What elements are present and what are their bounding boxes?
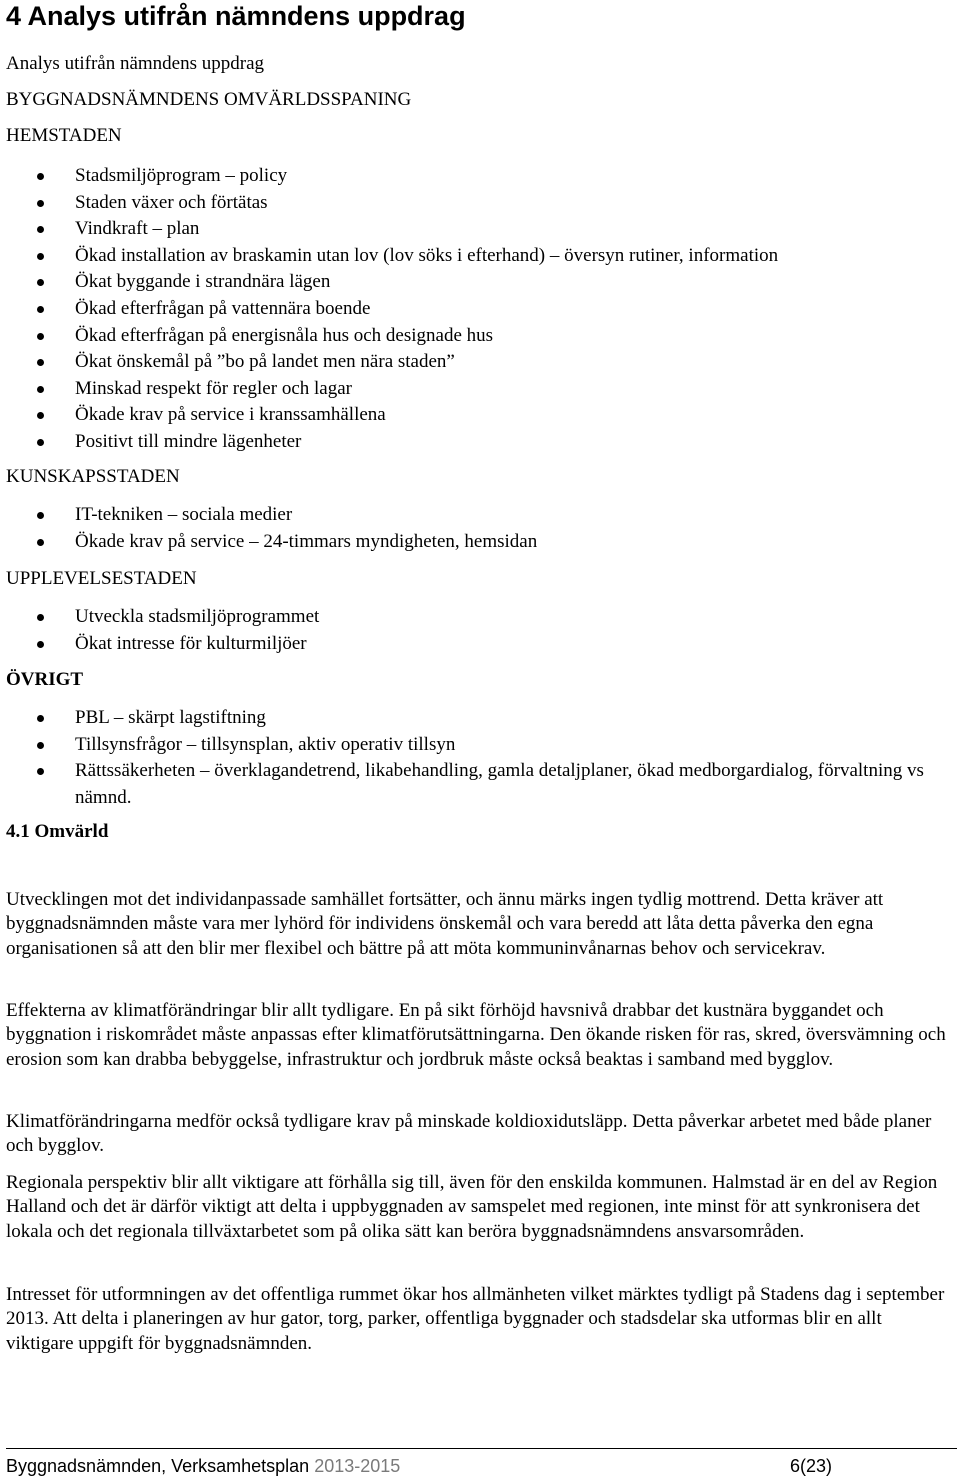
bullet-icon <box>37 412 44 419</box>
upplevelsestaden-list <box>0 604 950 657</box>
bullet-icon <box>37 200 44 207</box>
list-item: Ökad efterfrågan på energisnåla hus och designade hus <box>0 323 950 350</box>
hemstaden-title: HEMSTADEN <box>6 125 122 146</box>
bullet-icon <box>37 359 44 366</box>
list-item: Ökat byggande i strandnära lägen <box>0 269 950 296</box>
kunskapsstaden-title: KUNSKAPSSTADEN <box>6 466 180 487</box>
page-heading: 4 Analys utifrån nämndens uppdrag <box>6 1 466 31</box>
list-item: Staden växer och förtätas <box>0 190 950 217</box>
bullet-icon <box>37 253 44 260</box>
list-item: Positivt till mindre lägenheter <box>0 429 950 456</box>
hemstaden-list <box>0 163 950 456</box>
bullet-icon <box>37 512 44 519</box>
bullet-icon <box>37 306 44 313</box>
page-number: 6(23) <box>789 1456 832 1476</box>
upplevelsestaden-title: UPPLEVELSESTADEN <box>6 568 197 589</box>
list-item: Ökade krav på service – 24-timmars myndigheten, hemsidan <box>0 529 950 556</box>
list-item: Utveckla stadsmiljöprogrammet <box>0 604 950 631</box>
footer-years: 2013-2015 <box>314 1456 401 1476</box>
kunskapsstaden-list <box>0 502 950 555</box>
bullet-icon <box>37 439 44 446</box>
bullet-icon <box>37 173 44 180</box>
subtitle: Analys utifrån nämndens uppdrag <box>6 53 265 74</box>
bullet-icon <box>37 742 44 749</box>
footer-document-title: Byggnadsnämnden, Verksamhetsplan 2013-2015 <box>6 1456 401 1476</box>
list-item: Minskad respekt för regler och lagar <box>0 376 950 403</box>
bullet-icon <box>37 539 44 546</box>
bullet-icon <box>37 641 44 648</box>
list-item: Tillsynsfrågor – tillsynsplan, aktiv operativ tillsyn <box>0 732 950 759</box>
list-item: Ökad installation av braskamin utan lov (lov söks i efterhand) – översyn rutiner, information <box>0 243 950 270</box>
bullet-icon <box>37 279 44 286</box>
bullet-icon <box>37 614 44 621</box>
paragraph: Effekterna av klimatförändringar blir allt tydligare. En på sikt förhöjd havsnivå drabbar det kustnära byggandet och byggnation i riskområdet måste anpassas efter klimatförutsättningarna. Den ökande risken för ras, skred, översvämning och erosion som kan drabba bebyggelse, infrastruktur och jordbruk måste också beaktas i samband med bygglov. <box>6 1000 946 1070</box>
bullet-icon <box>37 226 44 233</box>
list-item: IT-tekniken – sociala medier <box>0 502 950 529</box>
list-item: Ökad efterfrågan på vattennära boende <box>0 296 950 323</box>
paragraph: Utvecklingen mot det individanpassade samhället fortsätter, och ännu märks ingen tydlig mottrend. Detta kräver att byggnadsnämnden måste vara mer lyhörd för individens önskemål och vara beredd att låta detta påverka den egna organisationen så att den blir mer flexibel och bättre på att möta kommuninvånarnas behov och servicekrav. <box>6 889 884 959</box>
paragraph: Intresset för utformningen av det offentliga rummet ökar hos allmänheten vilket märktes tydligt på Stadens dag i september 2013. Att delta i planeringen av hur gator, torg, parker, offentliga byggnader och stadsdelar ska utformas blir en allt viktigare uppgift för byggnadsnämnden. <box>6 1284 945 1354</box>
paragraph: Klimatförändringarna medför också tydligare krav på minskade koldioxidutsläpp. Detta påverkar arbetet med både planer och bygglov. <box>6 1111 932 1157</box>
bullet-icon <box>37 386 44 393</box>
section-heading-4-1: 4.1 Omvärld <box>6 821 109 842</box>
list-item: Rättssäkerheten – överklagandetrend, likabehandling, gamla detaljplaner, ökad medborgardialog, förvaltning vs nämnd. <box>0 758 950 811</box>
ovrigt-list <box>0 705 950 811</box>
footer-divider <box>6 1448 957 1449</box>
list-item: Ökat intresse för kulturmiljöer <box>0 631 950 658</box>
section-title: BYGGNADSNÄMNDENS OMVÄRLDSSPANING <box>6 89 412 110</box>
list-item: PBL – skärpt lagstiftning <box>0 705 950 732</box>
list-item: Ökade krav på service i kranssamhällena <box>0 402 950 429</box>
bullet-icon <box>37 768 44 775</box>
list-item: Ökat önskemål på ”bo på landet men nära staden” <box>0 349 950 376</box>
bullet-icon <box>37 715 44 722</box>
list-item: Vindkraft – plan <box>0 216 950 243</box>
bullet-icon <box>37 333 44 340</box>
paragraph: Regionala perspektiv blir allt viktigare att förhålla sig till, även för den enskilda kommunen. Halmstad är en del av Region Halland och det är därför viktigt att delta i uppbyggnaden av samspelet med regionen, inte minst för att synkronisera det lokala och det regionala tillväxtarbetet som på olika sätt kan beröra byggnadsnämndens ansvarsområden. <box>6 1172 938 1242</box>
ovrigt-title: ÖVRIGT <box>6 669 84 690</box>
list-item: Stadsmiljöprogram – policy <box>0 163 950 190</box>
